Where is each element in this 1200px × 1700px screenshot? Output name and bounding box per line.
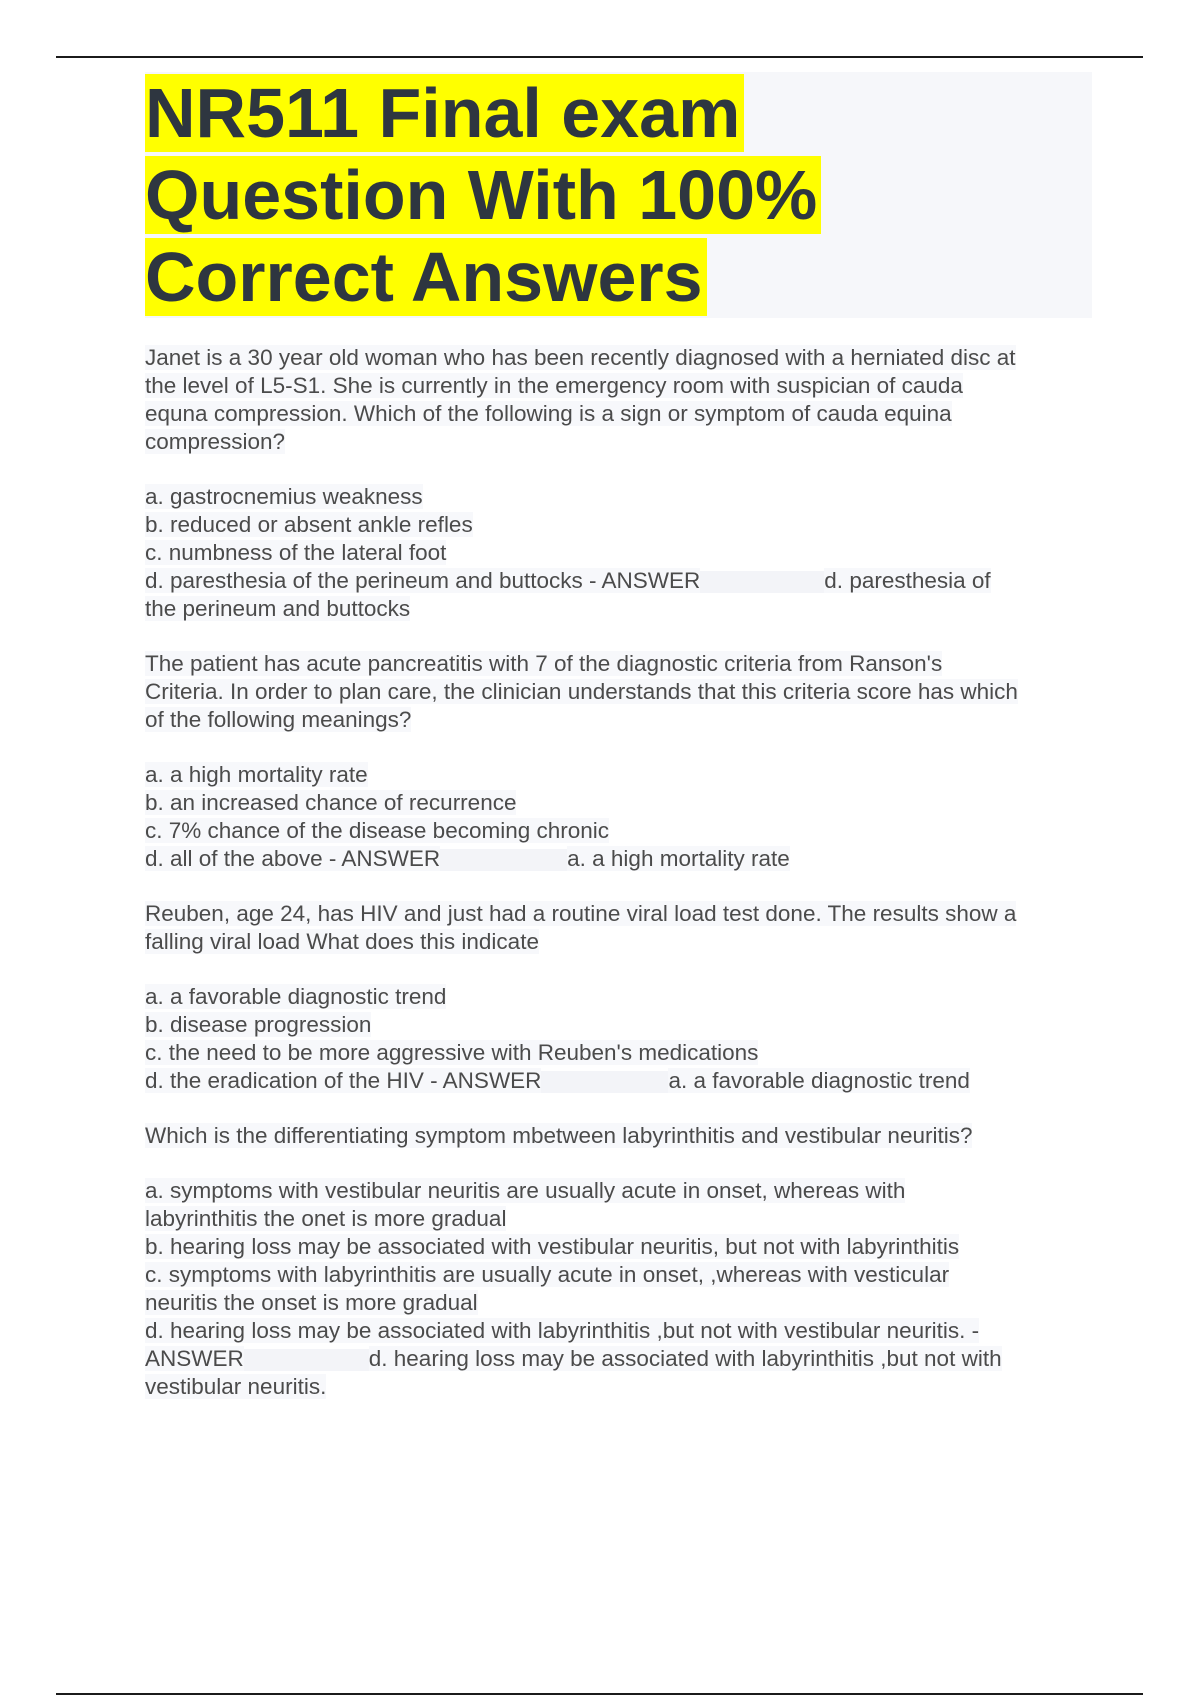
option-item: c. 7% chance of the disease becoming chronic bbox=[145, 818, 610, 843]
question-1-options bbox=[145, 483, 1092, 623]
answer-text: a. a high mortality rate bbox=[567, 846, 790, 871]
option-item: c. numbness of the lateral foot bbox=[145, 540, 447, 565]
answer-text: d. paresthesia of bbox=[824, 568, 991, 593]
option-item: a. symptoms with vestibular neuritis are usually acute in onset, whereas with bbox=[145, 1178, 906, 1203]
question-2-line-1: The patient has acute pancreatitis with 7 of the diagnostic criteria from Ranson's bbox=[145, 651, 943, 676]
question-1 bbox=[145, 344, 1092, 456]
question-1-line-4: compression? bbox=[145, 429, 286, 454]
title-line-1: NR511 Final exam bbox=[145, 74, 744, 152]
question-2-options bbox=[145, 761, 1092, 873]
title-line-3: Correct Answers bbox=[145, 238, 707, 316]
option-item: a. gastrocnemius weakness bbox=[145, 484, 423, 509]
question-1-text bbox=[145, 344, 1092, 456]
answer-continuation: vestibular neuritis. bbox=[145, 1374, 327, 1399]
option-item: b. disease progression bbox=[145, 1012, 372, 1037]
answer-lead: d. all of the above - ANSWER bbox=[145, 846, 441, 871]
question-3-line-1: Reuben, age 24, has HIV and just had a routine viral load test done. The results show a bbox=[145, 901, 1017, 926]
question-1-line-1: Janet is a 30 year old woman who has been recently diagnosed with a herniated disc at bbox=[145, 345, 1016, 370]
answer-lead: d. paresthesia of the perineum and buttocks - ANSWER bbox=[145, 568, 701, 593]
option-item: c. symptoms with labyrinthitis are usually acute in onset, ,whereas with vesticular bbox=[145, 1262, 950, 1287]
answer-gap bbox=[541, 1071, 668, 1093]
answer-text: d. hearing loss may be associated with labyrinthitis ,but not with bbox=[368, 1346, 1002, 1371]
option-item: b. reduced or absent ankle refles bbox=[145, 512, 473, 537]
question-1-line-3: equna compression. Which of the following is a sign or symptom of cauda equina bbox=[145, 401, 952, 426]
option-item: c. the need to be more aggressive with Reuben's medications bbox=[145, 1040, 759, 1065]
answer-lead: ANSWER bbox=[145, 1346, 244, 1371]
option-item: a. a favorable diagnostic trend bbox=[145, 984, 447, 1009]
answer-gap bbox=[700, 571, 824, 593]
answer-text: a. a favorable diagnostic trend bbox=[668, 1068, 970, 1093]
title-line-2: Question With 100% bbox=[145, 156, 821, 234]
question-1-line-2: the level of L5-S1. She is currently in the emergency room with suspician of cauda bbox=[145, 373, 963, 398]
option-item: a. a high mortality rate bbox=[145, 762, 368, 787]
question-4 bbox=[145, 1122, 1092, 1150]
answer-gap bbox=[244, 1349, 369, 1371]
document-body bbox=[145, 72, 1092, 1428]
option-item: labyrinthitis the onet is more gradual bbox=[145, 1206, 507, 1231]
answer-continuation: the perineum and buttocks bbox=[145, 596, 411, 621]
option-item: b. hearing loss may be associated with vestibular neuritis, but not with labyrinthitis bbox=[145, 1234, 960, 1259]
question-4-text bbox=[145, 1122, 1092, 1150]
option-item: d. hearing loss may be associated with labyrinthitis ,but not with vestibular neuritis. - bbox=[145, 1318, 980, 1343]
option-item: b. an increased chance of recurrence bbox=[145, 790, 517, 815]
document-title bbox=[145, 72, 1092, 318]
question-3-text bbox=[145, 900, 1092, 956]
question-3-options bbox=[145, 983, 1092, 1095]
question-3 bbox=[145, 900, 1092, 956]
top-rule bbox=[56, 56, 1143, 58]
question-4-options bbox=[145, 1177, 1092, 1401]
title-block bbox=[145, 72, 1092, 318]
bottom-rule bbox=[56, 1693, 1143, 1695]
answer-gap bbox=[440, 849, 567, 871]
option-item: neuritis the onset is more gradual bbox=[145, 1290, 478, 1315]
question-2-line-2: Criteria. In order to plan care, the clinician understands that this criteria score has which bbox=[145, 679, 1018, 704]
answer-lead: d. the eradication of the HIV - ANSWER bbox=[145, 1068, 542, 1093]
question-2-text bbox=[145, 650, 1092, 734]
question-2 bbox=[145, 650, 1092, 734]
question-3-line-2: falling viral load What does this indicate bbox=[145, 929, 539, 954]
question-4-line-1: Which is the differentiating symptom mbetween labyrinthitis and vestibular neuritis? bbox=[145, 1123, 973, 1148]
question-2-line-3: of the following meanings? bbox=[145, 707, 412, 732]
